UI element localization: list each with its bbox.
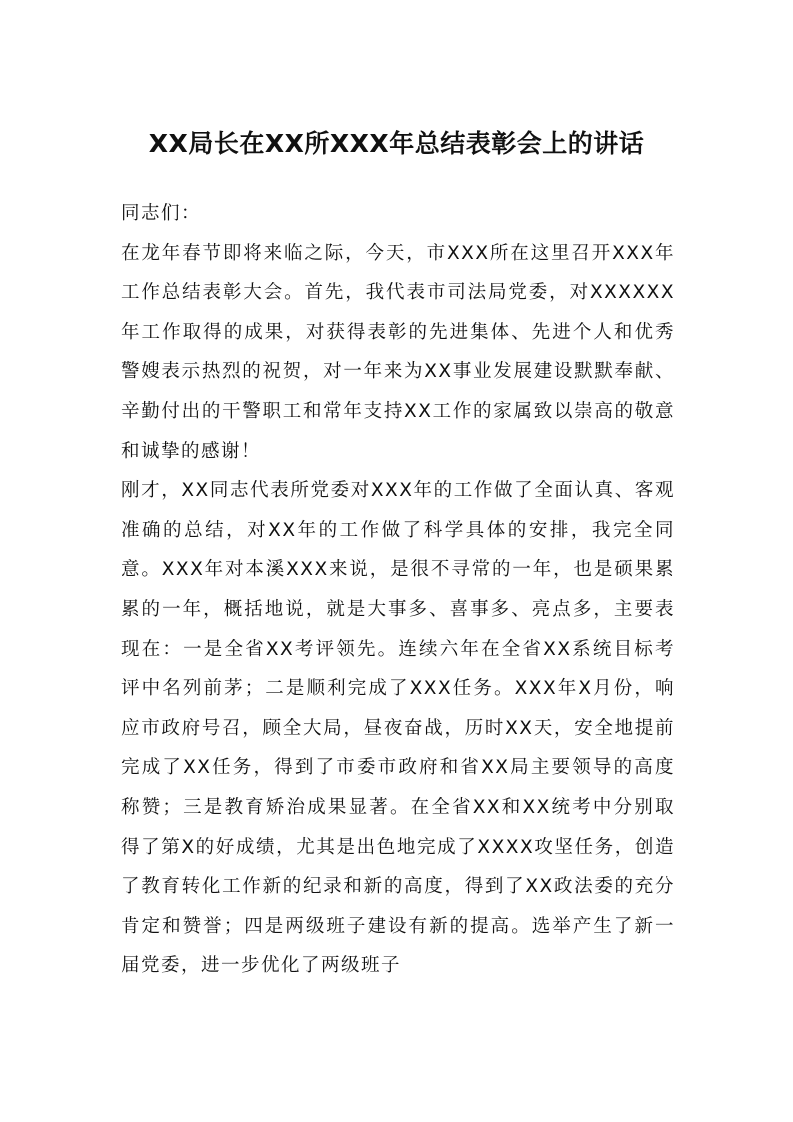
paragraph-2: 刚才，XX同志代表所党委对XXX年的工作做了全面认真、客观准确的总结，对XX年的工作做了科学具体的安排，我完全同意。XXX年对本溪XXX来说，是很不寻常的一年，也是硕果累累的一年，概括地说，就是大事多、喜事多、亮点多，主要表现在：一是全省XX考评领先。连续六年在全省XX系统目标考评中名列前茅；二是顺利完成了XXX任务。XXX年X月份，响应市政府号召，顾全大局，昼夜奋战，历时XX天，安全地提前完成了XX任务，得到了市委市政府和省XX局主要领导的高度称赞；三是教育矫治成果显著。在全省XX和XX统考中分别取得了第X的好成绩，尤其是出色地完成了XXXX攻坚任务，创造了教育转化工作新的纪录和新的高度，得到了XX政法委的充分肯定和赞誉；四是两级班子建设有新的提高。选举产生了新一届党委，进一步优化了两级班子 — [121, 480, 675, 977]
salutation: 同志们： — [121, 203, 202, 224]
document-title: XX局长在XX所XXX年总结表彰会上的讲话 — [148, 129, 645, 158]
paragraph-1: 在龙年春节即将来临之际，今天，市XXX所在这里召开XXX年工作总结表彰大会。首先，我代表市司法局党委，对XXXXXX年工作取得的成果，对获得表彰的先进集体、先进个人和优秀警嫂表示热烈的祝贺，对一年来为XX事业发展建设默默奉献、辛勤付出的干警职工和常年支持XX工作的家属致以崇高的敬意和诚挚的感谢！ — [121, 242, 675, 462]
document-body — [121, 194, 675, 986]
